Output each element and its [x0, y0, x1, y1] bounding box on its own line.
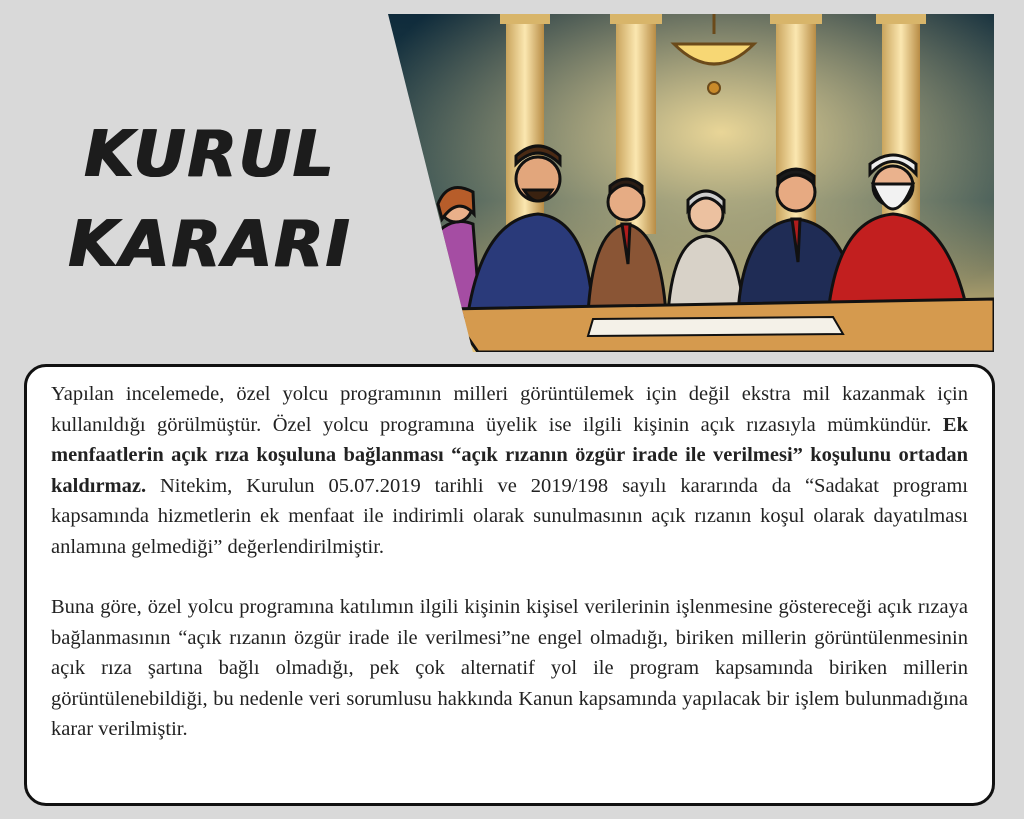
- council-meeting-illustration: [388, 14, 994, 352]
- paragraph-2: Buna göre, özel yolcu programına katılımın ilgili kişinin kişisel verilerinin işlenmesine göstereceği açık rızaya bağlanmasının “açık rızanın özgür irade ile verilmesi”ne engel olmadığı, biriken millerin görüntülenmesinin açık rıza şartına bağlı olmadığı, pek çok alternatif yol ile program kapsamında biriken millerin görüntülenebildiği, bu nedenle veri sorumlusu hakkında Kanun kapsamında yapılacak bir işlem bulunmadığına karar verilmiştir.: [51, 596, 968, 740]
- paragraph-1-rest: Nitekim, Kurulun 05.07.2019 tarihli ve 2019/198 sayılı kararında da “Sadakat programı kapsamında hizmetlerin ek menfaat ile indirimli olarak sunulmasının açık rızanın koşul olarak dayatılması anlamına gelmediği” değerlendirilmiştir.: [51, 474, 968, 558]
- title-line-1: KURUL: [84, 118, 336, 192]
- title-line-2: KARARI: [68, 208, 352, 282]
- paragraph-1-highlight: Ek menfaatlerin açık rıza koşuluna bağlanması “açık rızanın özgür irade ile verilmesi” koşulunu ortadan kaldırmaz.: [51, 413, 968, 497]
- paragraph-1: [51, 379, 968, 562]
- page-title: [40, 110, 380, 290]
- paragraph-1-intro: Yapılan incelemede, özel yolcu programının milleri görüntülemek için değil ekstra mil kazanmak için kullanıldığı görülmüştür. Özel yolcu programına üyelik ise ilgili kişinin açık rızasıyla mümkündür.: [51, 383, 968, 436]
- decision-text-card: [24, 364, 995, 806]
